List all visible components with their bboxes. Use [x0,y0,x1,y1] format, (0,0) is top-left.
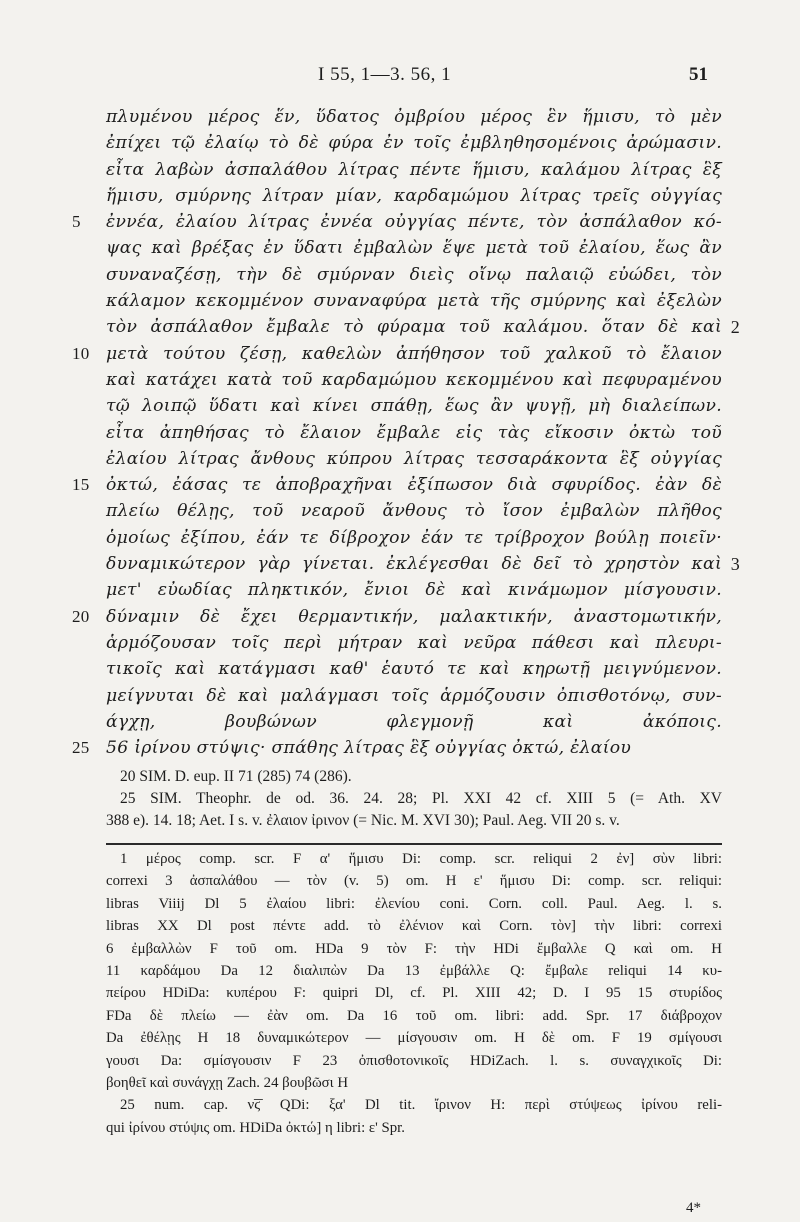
line-text: ἥμισυ, σμύρνης λίτραν μίαν, καρδαμώμου λίτρας τρεῖς οὐγγίας [106,185,722,206]
testimonia-line [106,788,722,810]
critical-apparatus [106,848,722,1139]
line-number: 10 [72,343,90,363]
text-line [106,104,722,130]
apparatus-line [106,1005,722,1027]
marginal-section-number: 2 [730,317,740,338]
text-line [106,709,722,735]
running-head: I 55, 1—3. 56, 1 [318,64,452,85]
apparatus-text: 1 μέρος comp. scr. F α' ἥμισυ Di: comp. scr. reliqui 2 ἐν] σὺν libri: [120,851,722,867]
apparatus-text: FDa δὲ πλείω — ἐὰν om. Da 16 τοῦ om. libri: add. Spr. 17 διάβροχον [106,1007,722,1024]
text-line [106,288,722,314]
line-text: ψας καὶ βρέξας ἐν ὕδατι ἐμβαλὼν ἕψε μετὰ τοῦ ἐλαίου, ἕως ἂν [106,238,722,259]
text-line [106,393,722,419]
text-line [106,262,722,288]
line-text: τῷ λοιπῷ ὕδατι καὶ κίνει σπάθῃ, ἕως ἂν ψυγῇ, μὴ διαλείπων. [106,396,722,417]
line-text: δυναμικώτερον γὰρ γίνεται. ἐκλέγεσθαι δὲ δεῖ τὸ χρηστὸν καὶ [106,554,722,575]
testimonia-text: 20 SIM. D. eup. II 71 (285) 74 (286). [120,768,352,785]
apparatus-line [106,960,722,982]
text-line [106,498,722,524]
apparatus-text: 6 ἐμβαλλὼν F τοῦ om. HDa 9 τὸν F: τὴν HDi ἔμβαλλε Q καὶ om. H [106,940,722,957]
apparatus-text: γουσι Da: σμίσγουσιν F 23 ὀπισθοτονικοῖς HDiZach. l. s. συναγχικοῖς Di: [106,1052,722,1069]
text-line [106,525,722,551]
text-line [106,314,740,340]
apparatus-text: correxi 3 ἀσπαλάθου — τὸν (v. 5) om. H ε' ἥμισυ Di: comp. scr. reliqui: [106,873,722,890]
apparatus-line [106,1072,722,1094]
apparatus-line [106,893,722,915]
testimonia-text: 388 e). 14. 18; Aet. I s. v. ἐλαιον ἰρινον (= Nic. M. XVI 30); Paul. Aeg. VII 20 s. v. [106,812,620,829]
line-text: ἐπίχει τῷ ἐλαίῳ τὸ δὲ φύρα ἐν τοῖς ἐμβληθησομένοις ἀρώμασιν. [106,133,722,154]
testimonia-text: 25 SIM. Theophr. de od. 36. 24. 28; Pl. XXI 42 cf. XIII 5 (= Ath. XV [120,790,722,807]
apparatus-line [106,848,722,870]
text-line [106,157,722,183]
line-text: εἶτα ἀπηθήσας τὸ ἔλαιον ἔμβαλε εἰς τὰς εἴκοσιν ὀκτὼ τοῦ [106,422,722,443]
line-text: ὀκτώ, ἐάσας τε ἀποβραχῆναι ἐξίπωσον διὰ σφυρίδος. ἐὰν δὲ [106,475,722,496]
text-line [72,341,722,367]
text-line [106,235,722,261]
text-line [72,735,722,761]
text-line [106,551,740,577]
main-text [72,104,740,761]
line-number: 25 [72,738,90,758]
marginal-section-number: 3 [730,554,740,575]
line-text: ἁρμόζουσαν τοῖς περὶ μήτραν καὶ νεῦρα πάθεσι καὶ πλευρι- [106,632,722,653]
line-text: συναναζέσῃ, τὴν δὲ σμύρναν διεὶς οἴνῳ παλαιῷ εὐώδει, τὸν [106,264,722,285]
text-line [106,367,722,393]
apparatus-text: βοηθεῖ καὶ συνάγχῃ Zach. 24 βουβῶσι H [106,1074,349,1091]
text-line [72,209,722,235]
apparatus-line [106,1117,722,1139]
line-text: μετ' εὐωδίας πληκτικόν, ἔνιοι δὲ καὶ κινάμωμον μίσγουσιν. [106,580,722,601]
line-text: άγχῃ, βουβώνων φλεγμονῇ καὶ ἀκόποις. [106,711,722,732]
line-text: ἐλαίου λίτρας ἄνθους κύπρου λίτρας τεσσαράκοντα ἓξ οὐγγίας [106,448,722,469]
line-text: 56 ἰρίνου στύψις· σπάθης λίτρας ἓξ οὐγγίας ὀκτώ, ἐλαίου [106,738,632,759]
apparatus-text: πείρου HDiDa: κυπέρου F: quipri Dl, cf. Pl. XIII 42; D. I 95 15 στυρίδος [106,985,722,1002]
line-text: τικοῖς καὶ κατάγμασι καθ' ἑαυτό τε καὶ κηρωτῇ μειγνύμενον. [106,659,722,680]
line-text: μετὰ τούτου ζέσῃ, καθελὼν ἀπήθησον τοῦ χαλκοῦ τὸ ἔλαιον [106,343,722,364]
text-line [106,420,722,446]
line-text: κάλαμον κεκομμένον συναναφύρα μετὰ τῆς σμύρνης καὶ ἐξελὼν [106,291,722,312]
line-text: τὸν ἀσπάλαθον ἔμβαλε τὸ φύραμα τοῦ καλάμου. ὅταν δὲ καὶ [106,317,722,338]
apparatus-line [106,870,722,892]
line-text: πλείω θέλῃς, τοῦ νεαροῦ ἄνθους τὸ ἴσον ἐμβαλὼν πλῆθος [106,501,722,522]
apparatus-text: Da ἐθέλῃς H 18 δυναμικώτερον — μίσγουσιν om. H δὲ om. F 19 σμίγουσι [106,1030,722,1047]
text-line [106,630,722,656]
page-number: 51 [689,64,708,85]
text-line [106,656,722,682]
apparatus-text: 25 num. cap. ν͞ϛ QDi: ξα' Dl tit. ἴρινον H: περὶ στύψεως ἰρίνου reli- [120,1097,722,1114]
text-line [106,130,722,156]
text-line [106,183,722,209]
apparatus-line [106,982,722,1004]
apparatus-line [106,1050,722,1072]
text-line [106,577,722,603]
apparatus-line [106,1094,722,1116]
apparatus-text: libras XX Dl post πέντε add. τὸ ἐλένιον καὶ Corn. τὸν] τὴν libri: correxi [106,918,722,935]
line-text: μείγνυται δὲ καὶ μαλάγμασι τοῖς ἁρμόζουσιν ὀπισθοτόνῳ, συν- [106,685,722,706]
apparatus-divider [106,843,722,845]
line-text: ἐννέα, ἐλαίου λίτρας ἐννέα οὐγγίας πέντε, τὸν ἀσπάλαθον κό- [106,212,722,233]
text-line [72,472,722,498]
apparatus-text: 11 καρδάμου Da 12 διαλιπὼν Da 13 ἐμβάλλε Q: ἔμβαλε reliqui 14 κυ- [106,962,722,979]
line-number: 20 [72,606,90,626]
page-header [0,64,800,88]
apparatus-line [106,1027,722,1049]
line-number: 15 [72,475,90,495]
apparatus-text: qui ἰρίνου στύψις om. HDiDa ὀκτώ] η libri: ε' Spr. [106,1119,405,1136]
apparatus-line [106,938,722,960]
text-line [72,604,722,630]
signature-mark: 4* [686,1200,701,1216]
line-text: ὁμοίως ἐξίπου, ἐάν τε δίβροχον ἐάν τε τρίβροχον βούλῃ ποιεῖν· [106,527,722,548]
line-text: πλυμένου μέρος ἕν, ὕδατος ὀμβρίου μέρος ἓν ἥμισυ, τὸ μὲν [106,107,722,127]
testimonia-line [106,766,722,788]
testimonia [106,766,722,832]
line-text: δύναμιν δὲ ἔχει θερμαντικήν, μαλακτικήν, ἀναστομωτικήν, [106,606,722,627]
text-line [106,683,722,709]
apparatus-text: libras Viiij Dl 5 ἐλαίου libri: ἐλενίου coni. Corn. coll. Paul. Aeg. l. s. [106,895,722,912]
line-number: 5 [72,212,81,232]
apparatus-line [106,915,722,937]
line-text: εἶτα λαβὼν ἀσπαλάθου λίτρας πέντε ἥμισυ, καλάμου λίτρας ἓξ [106,159,722,180]
line-text: καὶ κατάχει κατὰ τοῦ καρδαμώμου κεκομμένου καὶ πεφυραμένου [106,369,722,390]
text-line [106,446,722,472]
testimonia-line [106,810,722,832]
